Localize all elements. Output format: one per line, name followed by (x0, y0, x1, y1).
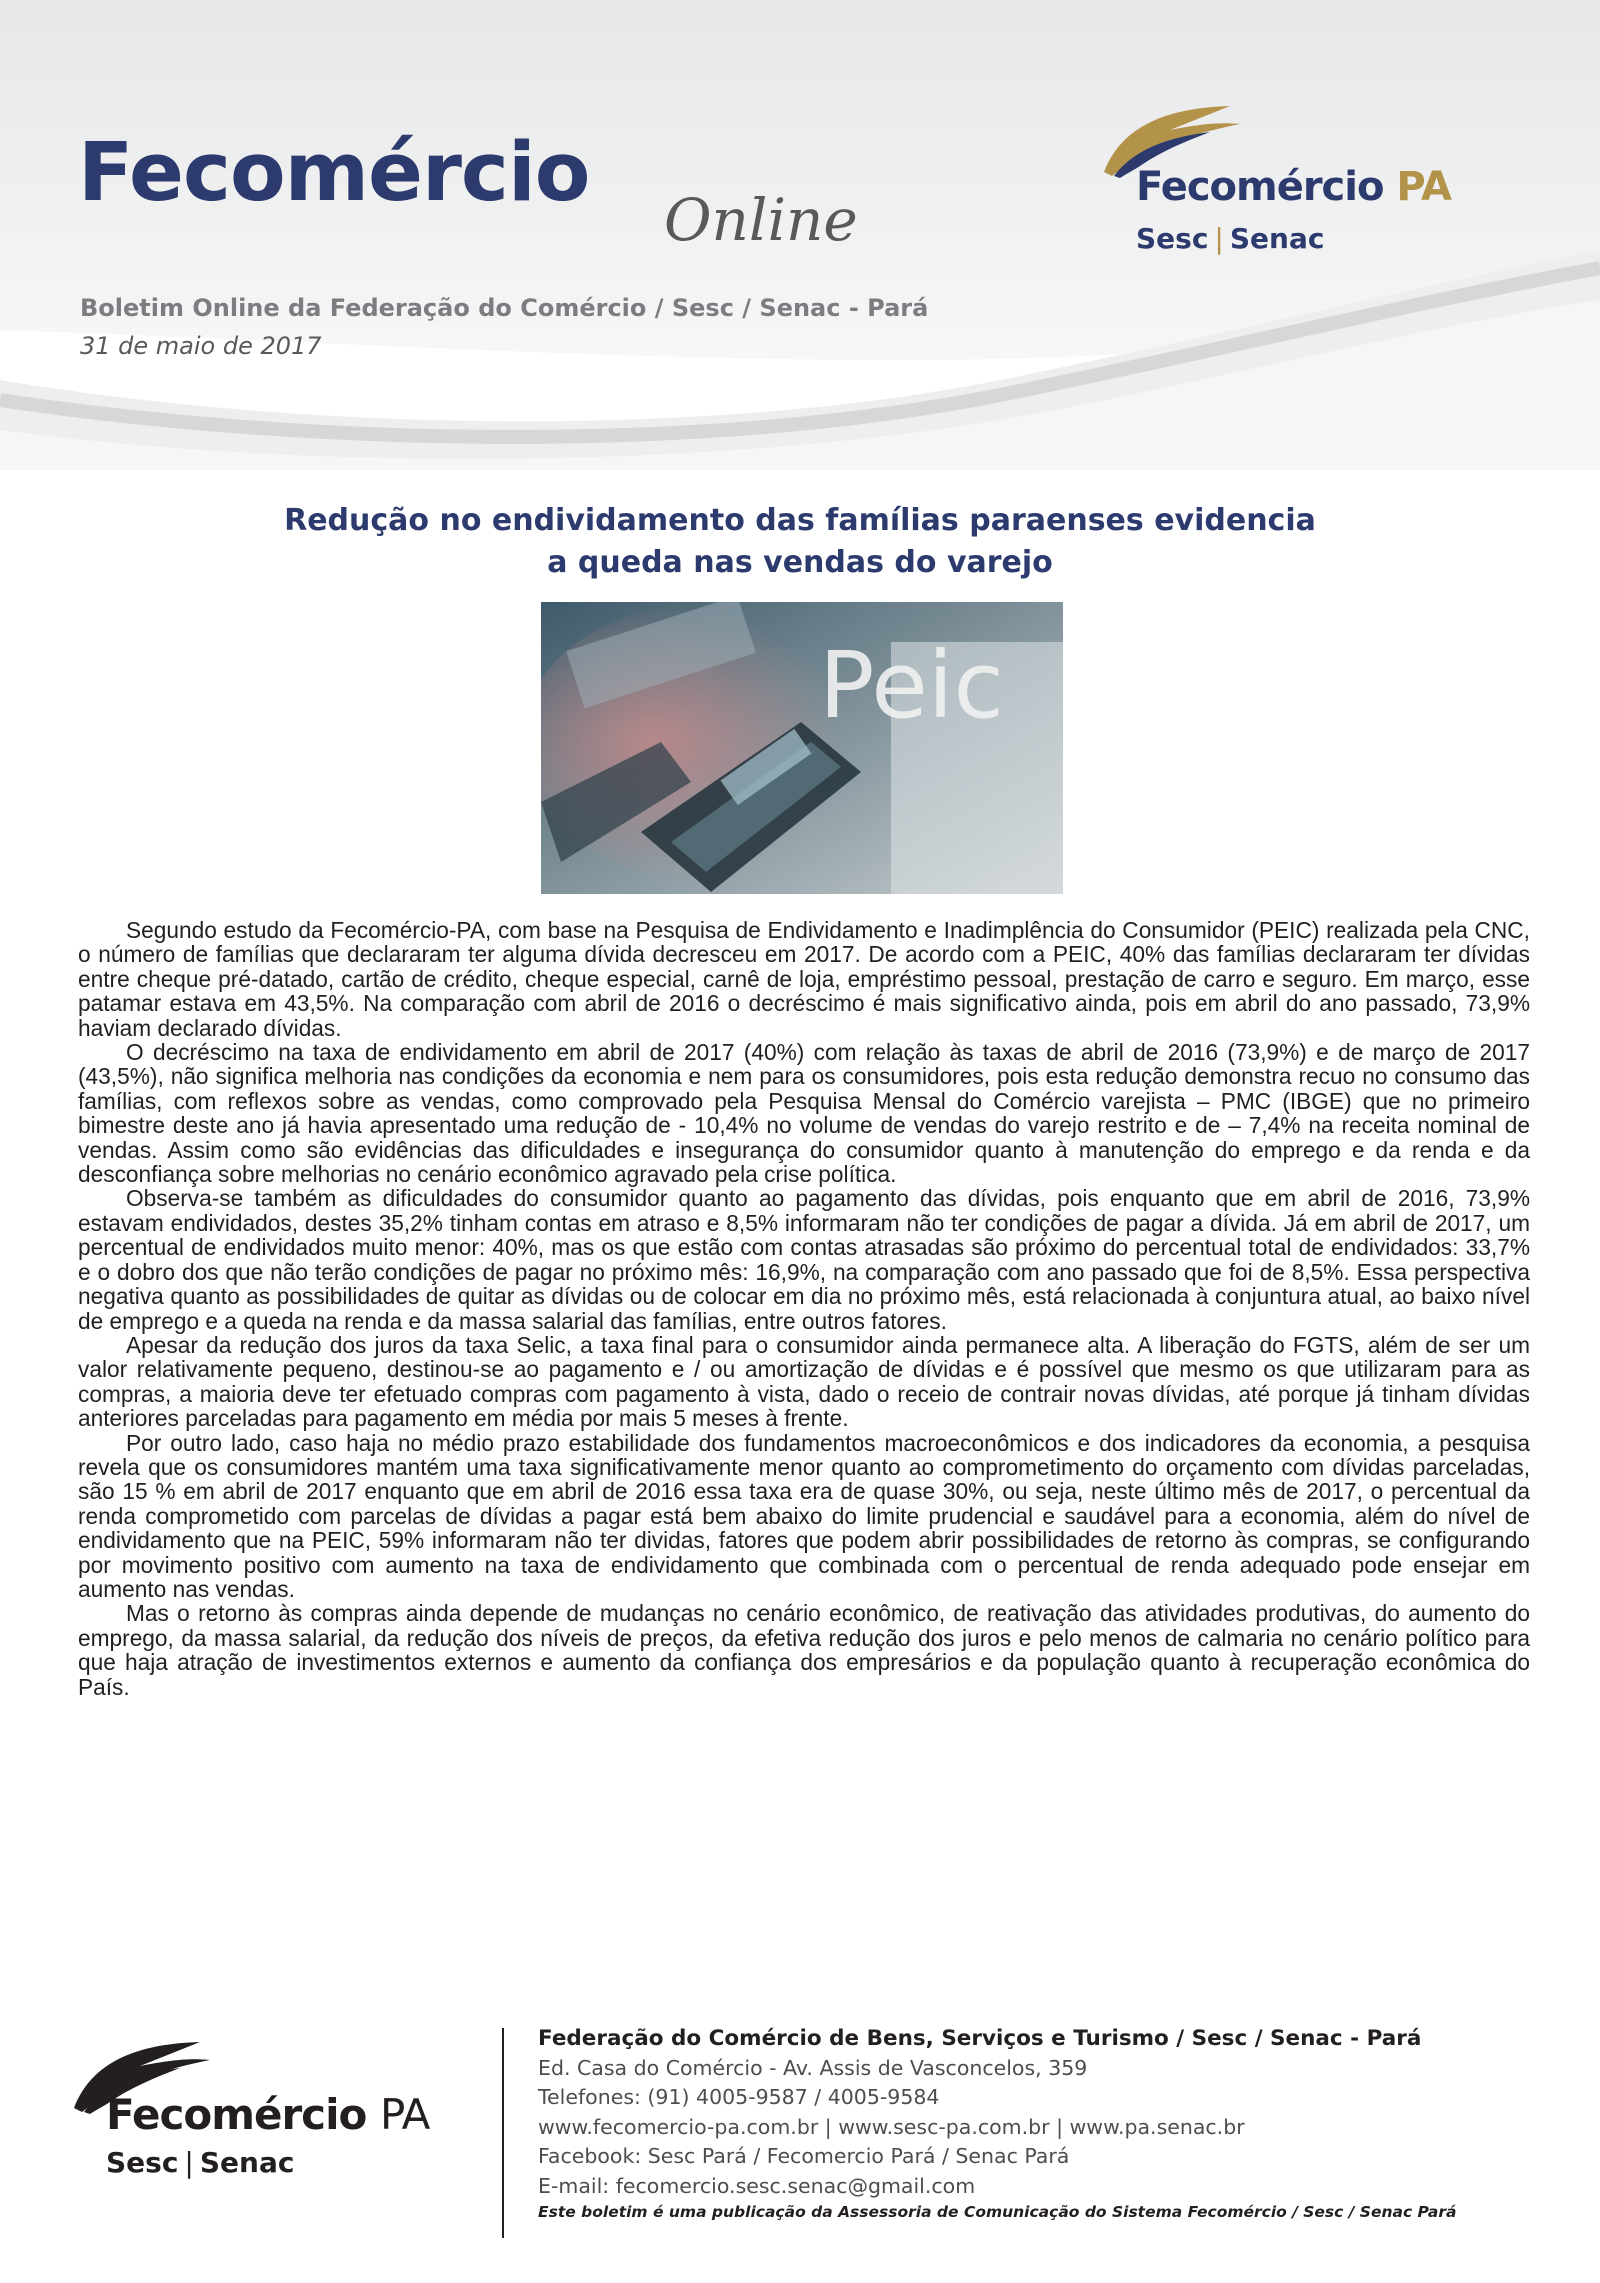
article-title-line-2: a queda nas vendas do varejo (547, 545, 1053, 580)
fecomercio-pa-logo (1100, 100, 1520, 270)
article-paragraph: Segundo estudo da Fecomércio-PA, com base na Pesquisa de Endividamento e Inadimplência do Consumidor (PEIC) realizada pela CNC, o número de famílias que declararam ter alguma dívida decresceu em 2017. De acordo com a PEIC, 40% das famílias declararam ter dívidas entre cheque pré-datado, cartão de crédito, cheque especial, carnê de loja, empréstimo pessoal, prestação de carro e seguro. Em março, esse patamar estava em 43,5%. Na comparação com abril de 2016 o decréscimo é mais significativo ainda, pois em abril do ano passado, 73,9% haviam declarado dívidas. (78, 917, 1530, 1041)
article-paragraph: Observa-se também as dificuldades do consumidor quanto ao pagamento das dívidas, pois enquanto que em abril de 2016, 73,9% estavam endividados, destes 35,2% tinham contas em atraso e 8,5% informaram não ter condições de pagar a dívida. Já em abril de 2017, um percentual de endividados muito menor: 40%, mas os que estão com contas atrasadas são próximo do percentual total de endividados: 33,7% e o dobro dos que não terão condições de pagar no próximo mês: 16,9%, na comparação com ano passado que foi de 8,5%. Essa perspectiva negativa quanto as possibilidades de quitar as dívidas ou de colocar em dia no próximo mês, está relacionada à conjuntura atual, ao baixo nível de emprego e a queda na renda e da massa salarial das famílias, entre outros fatores. (78, 1185, 1530, 1334)
footer-phones: Telefones: (91) 4005-9587 / 4005-9584 (538, 2085, 940, 2109)
masthead-online-label: Online (664, 186, 858, 254)
article-title-line-1: Redução no endividamento das famílias paraenses evidencia (284, 503, 1316, 538)
footer-organization: Federação do Comércio de Bens, Serviços e Turismo / Sesc / Senac - Pará (538, 2026, 1422, 2051)
logo-name: Fecomércio PA (1136, 164, 1452, 210)
article-paragraph: Mas o retorno às compras ainda depende de mudanças no cenário econômico, de reativação das atividades produtivas, do aumento do emprego, da massa salarial, da redução dos níveis de preços, da efetiva redução dos juros e pelo menos de calmaria no cenário político para que haja atração de investimentos externos e aumento da confiança dos empresários e da população quanto à recuperação econômica do País. (78, 1600, 1530, 1700)
publication-date: 31 de maio de 2017 (80, 332, 322, 360)
footer-email[interactable]: E-mail: fecomercio.sesc.senac@gmail.com (538, 2173, 976, 2198)
masthead-subtitle: Boletim Online da Federação do Comércio / Sesc / Senac - Pará (80, 294, 929, 322)
article-paragraph: Apesar da redução dos juros da taxa Selic, a taxa final para o consumidor ainda permanece alta. A liberação do FGTS, além de ser um valor relativamente pequeno, destinou-se ao pagamento e / ou amortização de dívidas e é possível que mesmo os que utilizaram para as compras, a maioria deve ter efetuado compras com pagamento à vista, dado o receio de contrair novas dívidas, até porque já tinham dívidas anteriores parceladas para pagamento em média por mais 5 meses à frente. (78, 1331, 1530, 1432)
footer-websites[interactable]: www.fecomercio-pa.com.br | www.sesc-pa.com.br | www.pa.senac.br (538, 2114, 1245, 2139)
footer-divider (502, 2028, 504, 2238)
peic-image-text: Peic (819, 632, 1004, 739)
footer-logo-subtitle: Sesc | Senac (106, 2146, 295, 2179)
article-paragraph: Por outro lado, caso haja no médio prazo estabilidade dos fundamentos macroeconômicos e dos indicadores da economia, a pesquisa revela que os consumidores mantém uma taxa significativamente menor quanto ao comprometimento do orçamento com dívidas parceladas, são 15 % em abril de 2017 enquanto que em abril de 2016 essa taxa era de quase 30%, ou seja, neste último mês de 2017, o percentual da renda comprometido com parcelas de dívidas a pagar está bem abaixo do limite prudencial e saudável para a economia, além do nível de endividamento que na PEIC, 59% informaram não ter dividas, fatores que podem abrir possibilidades de retorno às compras, se configurando por movimento positivo com aumento na taxa de endividamento que combinada com o percentual de renda adequado pode ensejar em aumento nas vendas. (78, 1429, 1530, 1602)
footer-logo-name: Fecomércio PA (106, 2090, 430, 2139)
article-body (78, 918, 1530, 1699)
footer-logo (70, 2036, 490, 2186)
footer-contact-info (538, 2024, 1538, 2223)
footer-facebook[interactable]: Facebook: Sesc Pará / Fecomercio Pará / Senac Pará (538, 2144, 1070, 2168)
article-title (200, 500, 1400, 584)
footer-publication-note: Este boletim é uma publicação da Assessoria de Comunicação do Sistema Fecomércio / Sesc / Senac Pará (538, 2203, 1457, 2221)
logo-subtitle: Sesc | Senac (1136, 222, 1325, 255)
masthead-title: Fecomércio (78, 126, 590, 220)
article-paragraph: O decréscimo na taxa de endividamento em abril de 2017 (40%) com relação às taxas de abril de 2016 (73,9%) e de março de 2017 (43,5%), não significa melhoria nas condições da economia e nem para os consumidores, pois esta redução demonstra recuo no consumo das famílias, com reflexos sobre as vendas, como comprovado pela Pesquisa Mensal do Comércio varejista – PMC (IBGE) que no primeiro bimestre deste ano já havia apresentado uma redução de - 10,4% no volume de vendas do varejo restrito e de – 7,4% na receita nominal de vendas. Assim como são evidências das dificuldades e insegurança do consumidor quanto à manutenção do emprego e da renda e da desconfiança sobre melhorias no cenário econômico agravado pela crise política. (78, 1039, 1530, 1188)
peic-hero-image (541, 602, 1063, 894)
footer-address: Ed. Casa do Comércio - Av. Assis de Vasconcelos, 359 (538, 2055, 1088, 2080)
